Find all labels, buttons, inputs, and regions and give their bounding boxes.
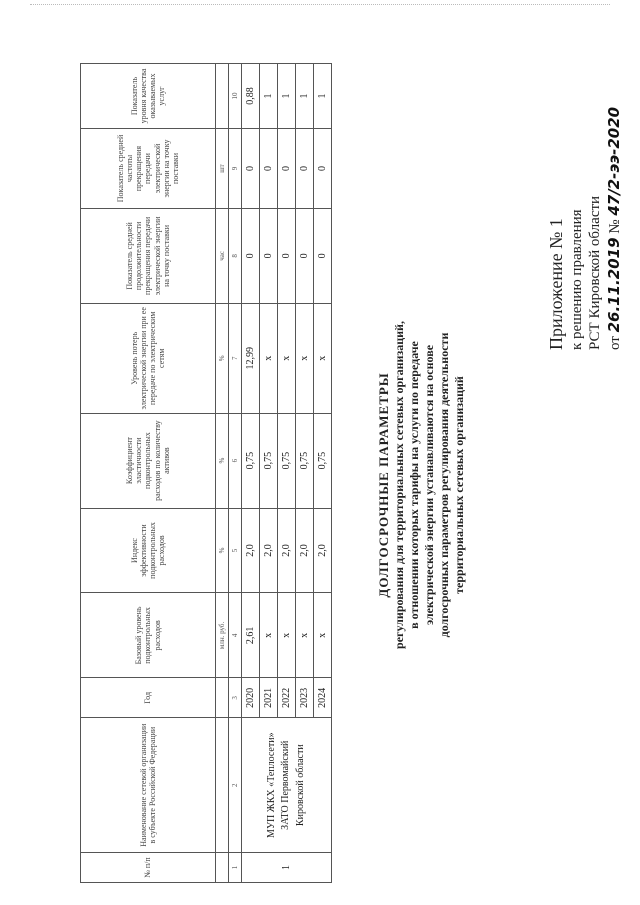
elasticity-cell: 0,75: [296, 413, 314, 508]
loss-level-cell: х: [278, 303, 296, 413]
title-line-1: ДОЛГОСРОЧНЫЕ ПАРАМЕТРЫ: [376, 372, 391, 598]
table-units-row: [216, 64, 229, 883]
title-line-2: регулирования для территориальных сетевых организаций,: [392, 321, 406, 649]
efficiency-index-cell: 2,0: [314, 508, 332, 593]
unit-cell: час: [216, 208, 229, 303]
table-row: [242, 64, 260, 883]
column-number-cell: 7: [229, 303, 242, 413]
loss-level-cell: х: [296, 303, 314, 413]
year-cell: 2024: [314, 678, 332, 718]
organization-name-cell: МУП ЖКХ «Теплосети» ЗАТО Первомайский Кировской области: [242, 718, 332, 853]
base-cost-cell: х: [278, 593, 296, 678]
handwritten-date: 26.11.2019: [605, 237, 623, 333]
title-line-5: долгосрочных параметров регулирования деятельности: [437, 332, 451, 638]
header-cell: Показатель уровня качества оказываемых услуг: [81, 64, 216, 129]
frequency-cell: 0: [314, 129, 332, 209]
quality-cell: 1: [296, 64, 314, 129]
column-number-cell: 6: [229, 413, 242, 508]
loss-level-cell: х: [260, 303, 278, 413]
year-cell: 2022: [278, 678, 296, 718]
efficiency-index-cell: 2,0: [242, 508, 260, 593]
title-line-6: территориальных сетевых организаций: [452, 376, 466, 594]
frequency-cell: 0: [296, 129, 314, 209]
handwritten-number: 47/2-ээ-2020: [605, 106, 623, 216]
column-number-cell: 9: [229, 129, 242, 209]
header-cell: Базовый уровень подконтрольных расходов: [81, 593, 216, 678]
duration-cell: 0: [296, 208, 314, 303]
quality-cell: 0,88: [242, 64, 260, 129]
year-cell: 2021: [260, 678, 278, 718]
duration-cell: 0: [278, 208, 296, 303]
loss-level-cell: х: [314, 303, 332, 413]
header-cell: Индекс эффективности подконтрольных расходов: [81, 508, 216, 593]
annex-line-authority: РСТ Кировской области: [587, 195, 604, 350]
header-cell: Наименование сетевой организации в субъекте Российской Федерации: [81, 718, 216, 853]
column-number-cell: 10: [229, 64, 242, 129]
elasticity-cell: 0,75: [278, 413, 296, 508]
column-number-cell: 1: [229, 853, 242, 883]
efficiency-index-cell: 2,0: [278, 508, 296, 593]
unit-cell: [216, 64, 229, 129]
quality-cell: 1: [314, 64, 332, 129]
header-cell: Коэффициент эластичности подконтрольных расходов по количеству активов: [81, 413, 216, 508]
column-number-cell: 8: [229, 208, 242, 303]
annex-date-prefix: от: [607, 336, 623, 350]
parameters-table: [80, 63, 332, 883]
frequency-cell: 0: [242, 129, 260, 209]
unit-cell: %: [216, 303, 229, 413]
unit-cell: [216, 853, 229, 883]
year-cell: 2020: [242, 678, 260, 718]
column-number-cell: 4: [229, 593, 242, 678]
frequency-cell: 0: [278, 129, 296, 209]
unit-cell: шт: [216, 129, 229, 209]
efficiency-index-cell: 2,0: [296, 508, 314, 593]
header-cell: Год: [81, 678, 216, 718]
unit-cell: млн. руб.: [216, 593, 229, 678]
unit-cell: [216, 718, 229, 853]
base-cost-cell: х: [260, 593, 278, 678]
column-number-cell: 5: [229, 508, 242, 593]
header-cell: Уровень потерь электрической энергии при ее передаче по электрическим сетям: [81, 303, 216, 413]
elasticity-cell: 0,75: [242, 413, 260, 508]
base-cost-cell: х: [314, 593, 332, 678]
loss-level-cell: 12,99: [242, 303, 260, 413]
header-cell: Показатель средней продолжительности прекращения передачи электрической энергии на точку поставки: [81, 208, 216, 303]
quality-cell: 1: [278, 64, 296, 129]
title-line-4: электрической энергии устанавливаются на основе: [422, 344, 436, 626]
column-number-cell: 3: [229, 678, 242, 718]
year-cell: 2023: [296, 678, 314, 718]
document-title: [376, 215, 467, 755]
title-line-3: в отношении которых тарифы на услуги по передаче: [407, 341, 421, 629]
header-cell: № п/п: [81, 853, 216, 883]
base-cost-cell: х: [296, 593, 314, 678]
table-header-row: [81, 64, 216, 883]
elasticity-cell: 0,75: [260, 413, 278, 508]
quality-cell: 1: [260, 64, 278, 129]
unit-cell: %: [216, 508, 229, 593]
frequency-cell: 0: [260, 129, 278, 209]
unit-cell: %: [216, 413, 229, 508]
annex-block: [545, 50, 625, 350]
row-number-cell: 1: [242, 853, 332, 883]
column-number-cell: 2: [229, 718, 242, 853]
duration-cell: 0: [260, 208, 278, 303]
table-column-numbers-row: [229, 64, 242, 883]
unit-cell: [216, 678, 229, 718]
elasticity-cell: 0,75: [314, 413, 332, 508]
duration-cell: 0: [242, 208, 260, 303]
annex-label: Приложение № 1: [546, 218, 566, 350]
duration-cell: 0: [314, 208, 332, 303]
annex-date-line: [605, 50, 625, 350]
efficiency-index-cell: 2,0: [260, 508, 278, 593]
annex-number-sign: №: [607, 219, 623, 234]
annex-line-decision: к решению правления: [568, 209, 585, 350]
header-cell: Показатель средней частоты прекращения передачи электрической энергии на точку поставки: [81, 129, 216, 209]
base-cost-cell: 2,61: [242, 593, 260, 678]
